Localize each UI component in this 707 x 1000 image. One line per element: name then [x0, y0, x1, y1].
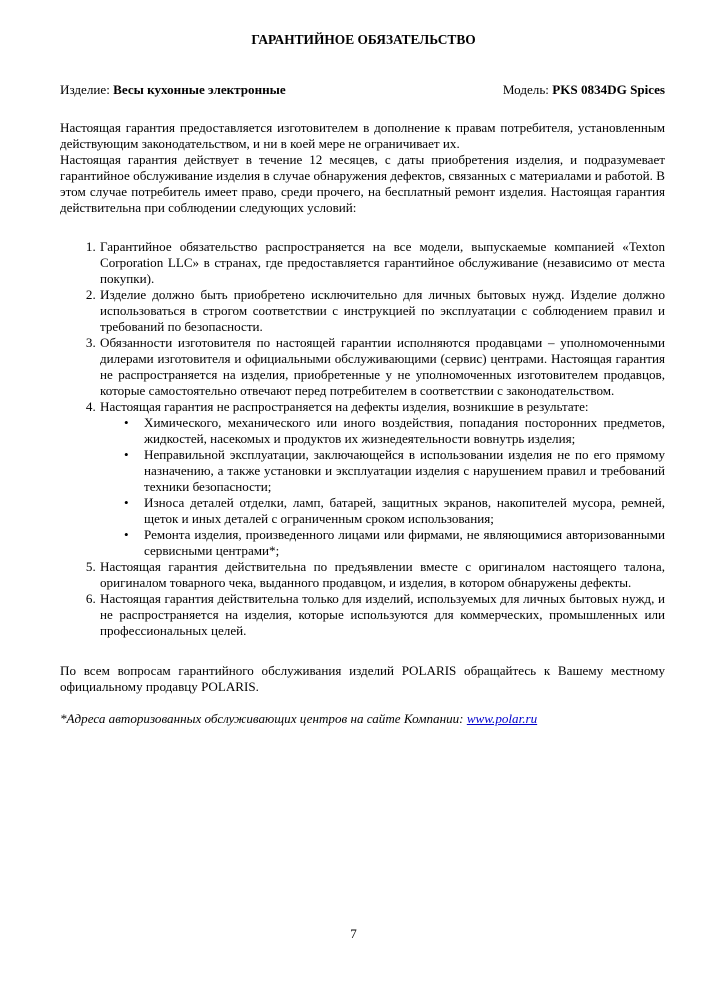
- condition-item: 5. Настоящая гарантия действительна по предъявлении вместе с оригиналом настоящего талона, оригиналом товарного чека, выданного продавцом, и изделия, в котором обнаружены дефекты.: [99, 559, 665, 591]
- product-value: Весы кухонные электронные: [113, 82, 286, 97]
- intro-paragraph-1: Настоящая гарантия предоставляется изготовителем в дополнение к правам потребителя, установленным действующим законодательством, и ни в коей мере не ограничивает их.: [60, 120, 665, 151]
- cause-text: Химического, механического или иного воздействия, попадания посторонних предметов, жидкостей, насекомых и продуктов их жизнедеятельности вовнутрь изделия;: [144, 415, 665, 446]
- cause-item: [124, 415, 665, 447]
- model-value: PKS 0834DG Spices: [552, 82, 665, 97]
- bullet-icon: •: [124, 415, 129, 430]
- service-centers-link[interactable]: www.polar.ru: [466, 711, 538, 726]
- cause-text: Ремонта изделия, произведенного лицами или фирмами, не являющимися авторизованными сервисными центрами*;: [144, 527, 665, 558]
- condition-item: 3. Обязанности изготовителя по настоящей гарантии исполняются продавцами – уполномоченными дилерами изготовителя и официальными обслуживающими (сервис) центрами. Настоящая гарантия не распространяется на изделия, приобретенные у не уполномоченных изготовителем продавцов, которые самостоятельно отвечают перед потребителем в соответствии с законодательством.: [99, 335, 665, 399]
- cause-item: [124, 447, 665, 495]
- footnote: [60, 711, 665, 727]
- product-label: Изделие:: [60, 82, 114, 97]
- condition-text: Настоящая гарантия не распространяется на дефекты изделия, возникшие в результате:: [100, 399, 589, 414]
- bullet-icon: •: [124, 447, 129, 462]
- condition-item: 1. Гарантийное обязательство распространяется на все модели, выпускаемые компанией «Texton Corporation LLC» в странах, где предоставляется гарантийное обслуживание (независимо от места покупки).: [99, 239, 665, 287]
- contact-paragraph: По всем вопросам гарантийного обслуживания изделий POLARIS обращайтесь к Вашему местному официальному продавцу POLARIS.: [60, 663, 665, 694]
- cause-item: [124, 527, 665, 559]
- footnote-text: *Адреса авторизованных обслуживающих центров на сайте Компании:: [60, 711, 467, 726]
- cause-item: [124, 495, 665, 527]
- bullet-icon: •: [124, 527, 129, 542]
- cause-text: Износа деталей отделки, ламп, батарей, защитных экранов, накопителей мусора, ремней, щеток и иных деталей с ограниченным сроком использования;: [144, 495, 665, 526]
- condition-item: 2. Изделие должно быть приобретено исключительно для личных бытовых нужд. Изделие должно использоваться в строгом соответствии с инструкцией по эксплуатации с соблюдением правил и требований по безопасности.: [99, 287, 665, 335]
- conditions-list: [60, 239, 665, 639]
- bullet-icon: •: [124, 495, 129, 510]
- product-line: [60, 82, 665, 98]
- document-title: ГАРАНТИЙНОЕ ОБЯЗАТЕЛЬСТВО: [251, 32, 476, 47]
- intro-paragraph-2: Настоящая гарантия действует в течение 12 месяцев, с даты приобретения изделия, и подразумевает гарантийное обслуживание изделия в случае обнаружения дефектов, связанных с материалами и работой. В этом случае потребитель имеет право, среди прочего, на бесплатный ремонт изделия. Настоящая гарантия действительна при соблюдении следующих условий:: [60, 152, 665, 215]
- cause-text: Неправильной эксплуатации, заключающейся в использовании изделия не по его прямому назначению, а также установки и эксплуатации изделия с нарушением правил и требований техники безопасности;: [144, 447, 665, 494]
- product-info: [60, 82, 286, 98]
- model-info: [503, 82, 665, 98]
- model-label: Модель:: [502, 82, 553, 97]
- condition-item: 6. Настоящая гарантия действительна только для изделий, используемых для личных бытовых нужд, и не распространяется на изделия, которые используются для коммерческих, промышленных или профессиональных целей.: [99, 591, 665, 639]
- condition-item-exclusions: [99, 399, 665, 559]
- causes-list: [100, 415, 665, 559]
- page-number: 7: [350, 926, 357, 941]
